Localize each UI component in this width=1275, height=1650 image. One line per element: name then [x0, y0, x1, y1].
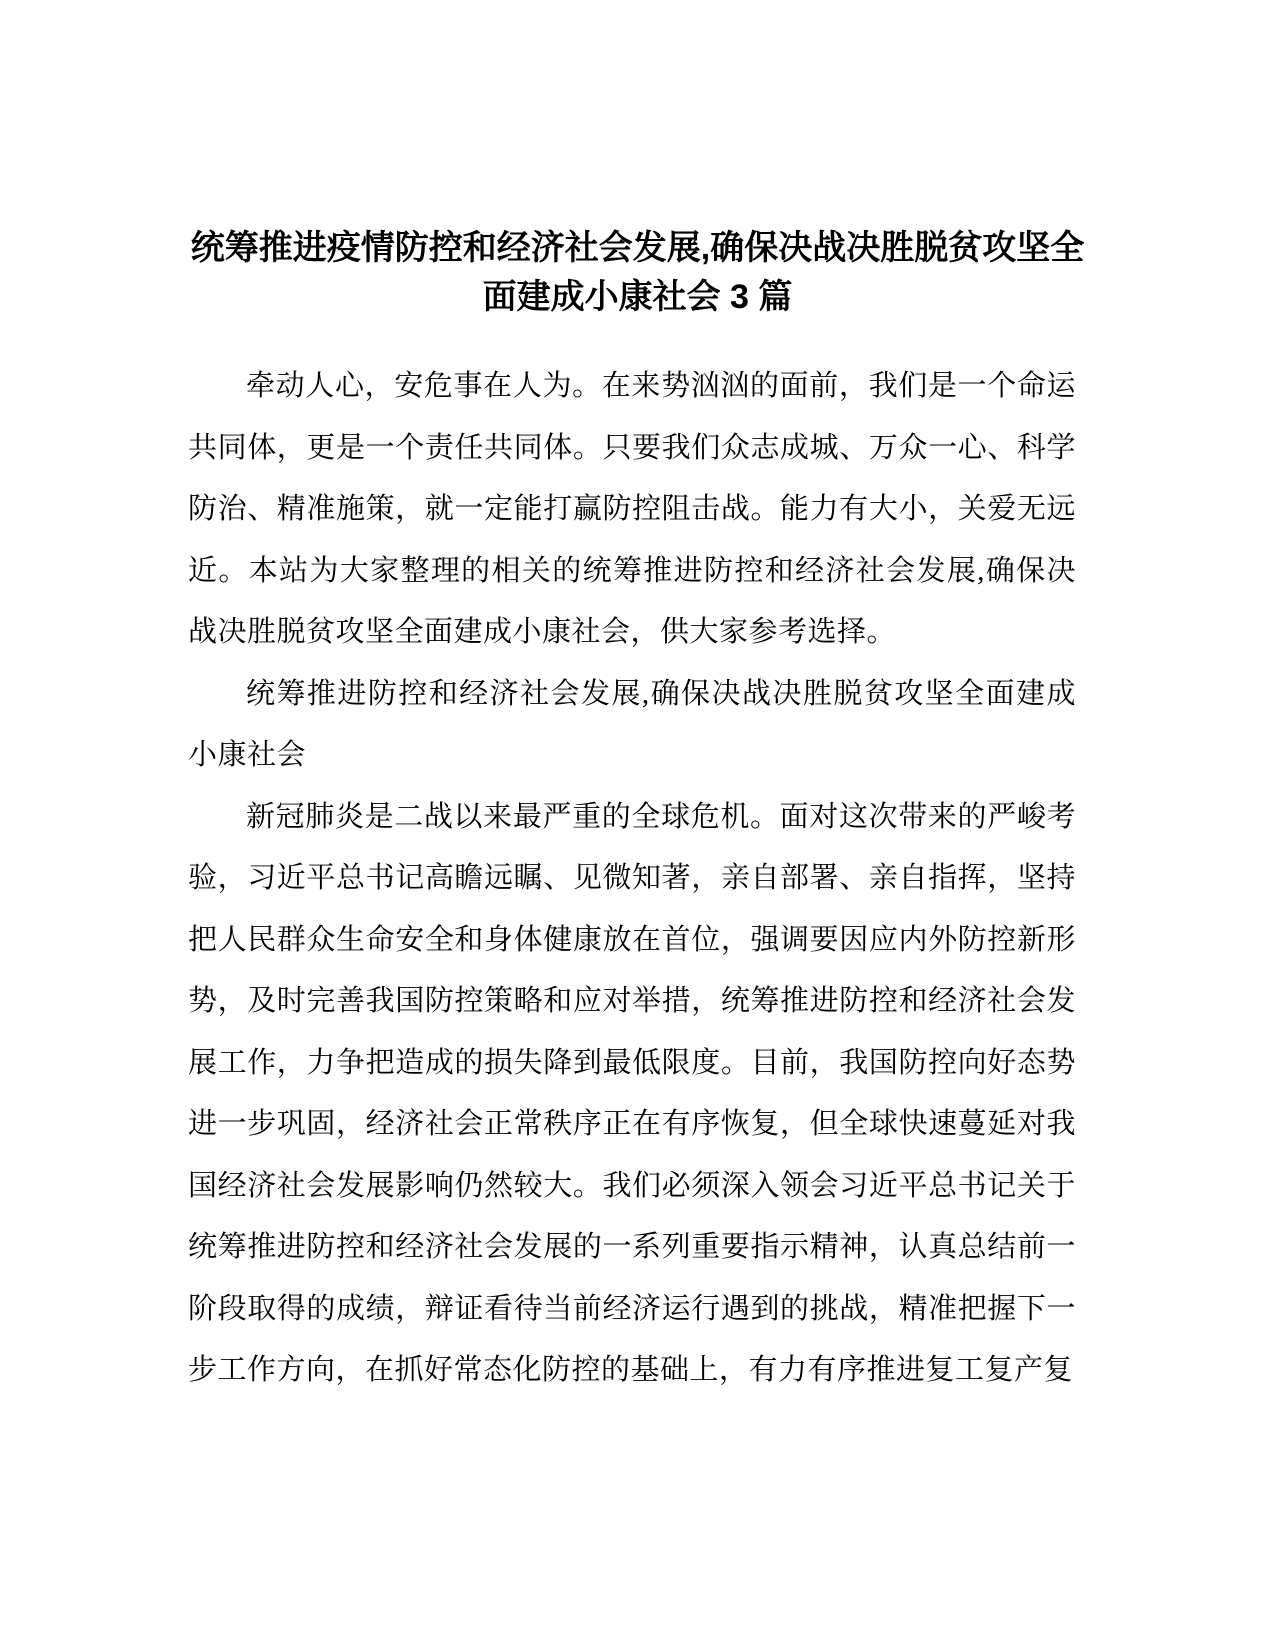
paragraph-intro: 牵动人心，安危事在人为。在来势汹汹的面前，我们是一个命运共同体，更是一个责任共同体。只要我们众志成城、万众一心、科学防治、精准施策，就一定能打赢防控阻击战。能力有大小，关爱无远近。本站为大家整理的相关的统筹推进防控和经济社会发展,确保决战决胜脱贫攻坚全面建成小康社会，供大家参考选择。 [188, 370, 1076, 648]
paragraph-subtitle: 统筹推进防控和经济社会发展,确保决战决胜脱贫攻坚全面建成小康社会 [188, 677, 1076, 771]
document-title-line-1: 统筹推进疫情防控和经济社会发展,确保决战决胜脱贫攻坚全 [190, 228, 1085, 267]
document-body [188, 356, 1076, 1402]
paragraph-main: 新冠肺炎是二战以来最严重的全球危机。面对这次带来的严峻考验，习近平总书记高瞻远瞩、见微知著，亲自部署、亲自指挥，坚持把人民群众生命安全和身体健康放在首位，强调要因应内外防控新形势，及时完善我国防控策略和应对举措，统筹推进防控和经济社会发展工作，力争把造成的损失降到最低限度。目前，我国防控向好态势进一步巩固，经济社会正常秩序正在有序恢复，但全球快速蔓延对我国经济社会发展影响仍然较大。我们必须深入领会习近平总书记关于统筹推进防控和经济社会发展的一系列重要指示精神，认真总结前一阶段取得的成绩，辩证看待当前经济运行遇到的挑战，精准把握下一步工作方向，在抓好常态化防控的基础上，有力有序推进复工复产复 [188, 800, 1076, 1386]
document-title [0, 224, 1275, 322]
document-title-line-2: 面建成小康社会 3 篇 [482, 277, 793, 316]
